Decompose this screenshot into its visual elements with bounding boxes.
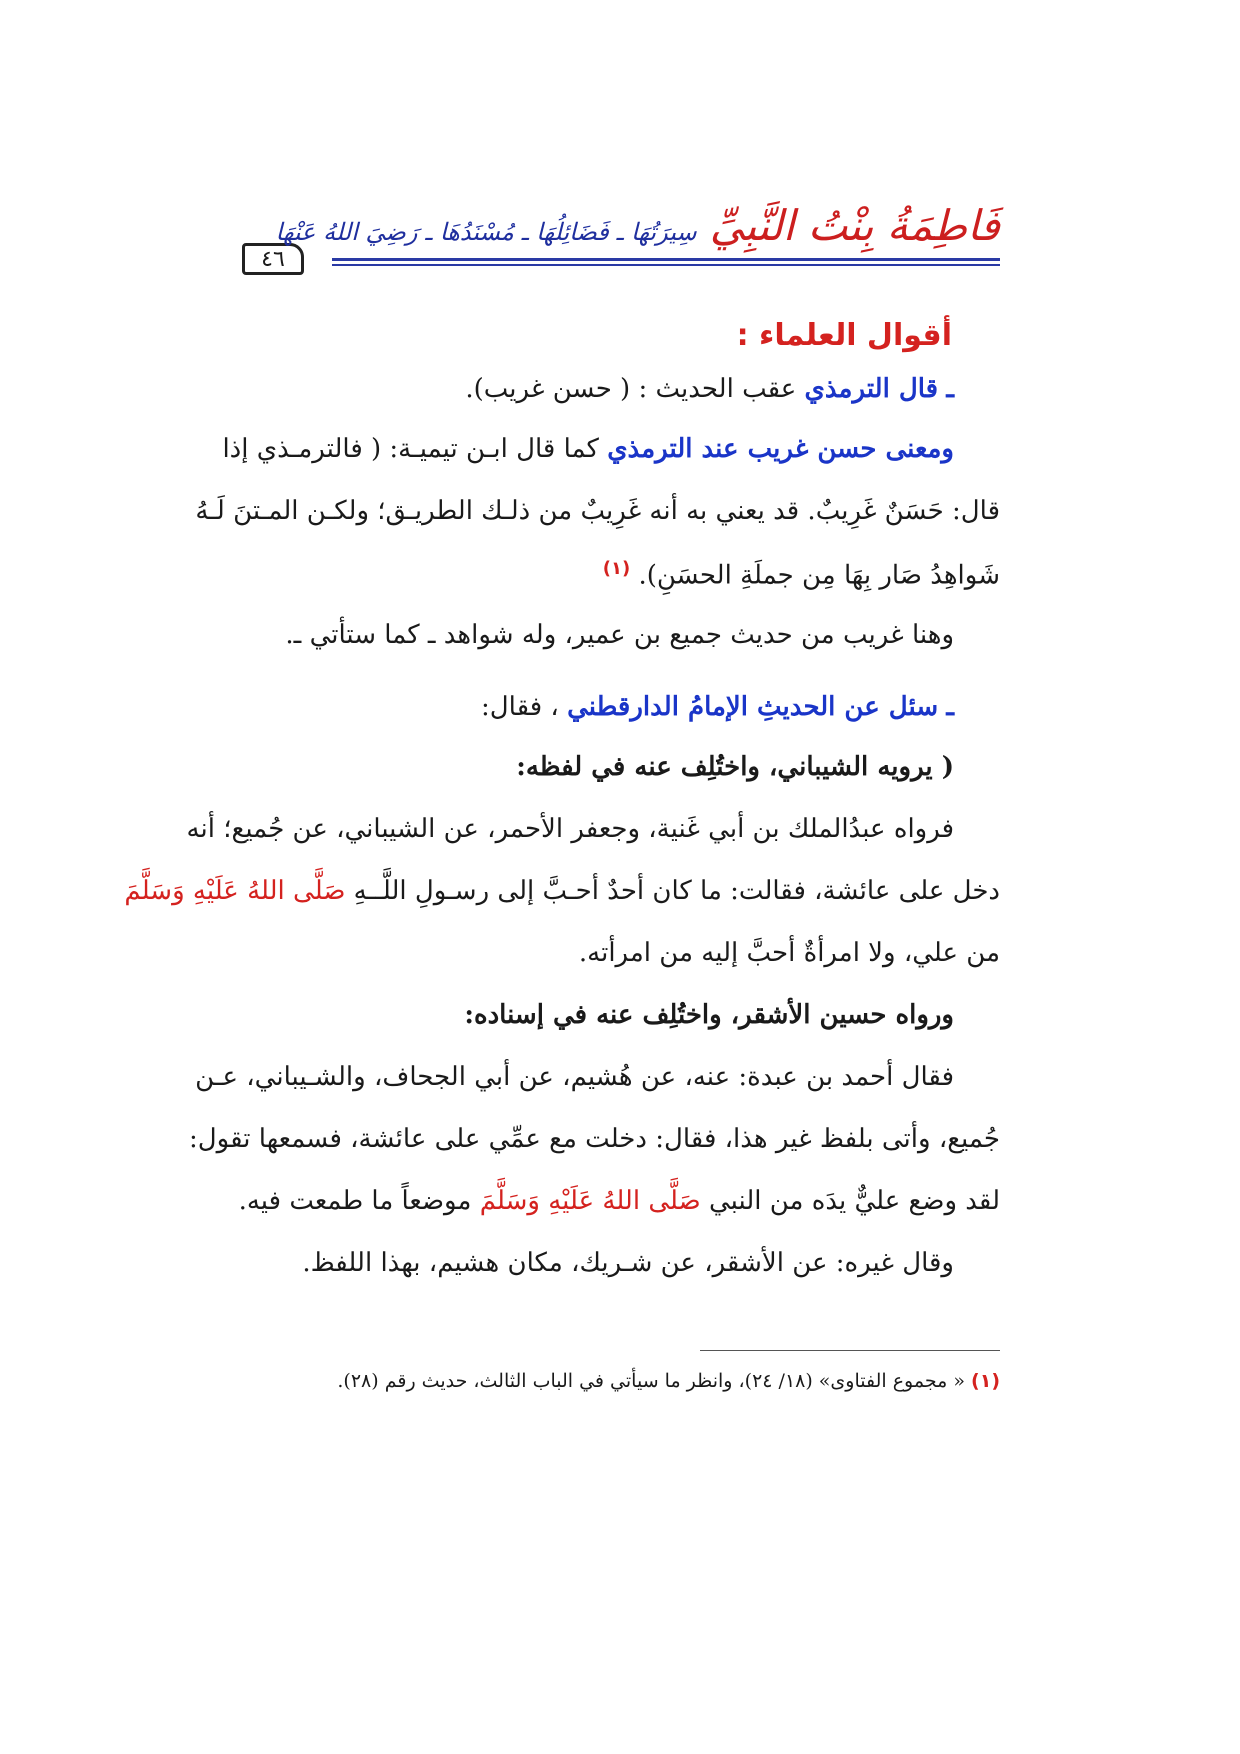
paragraph-line: ( يرويه الشيباني، واختُلِف عنه في لفظه:	[516, 752, 954, 782]
dash-marker: ـ	[946, 692, 954, 722]
salutation: صَلَّى اللهُ عَلَيْهِ وَسَلَّمَ	[479, 1186, 701, 1216]
line-text: دخل على عائشة، فقالت: ما كان أحدٌ أحـبَّ إلى رسـولِ اللَّــهِ	[353, 876, 1000, 906]
line-text: ، فقال:	[481, 692, 559, 722]
book-title-subtitle: سِيرَتُهَا ـ فَضَائِلُهَا ـ مُسْنَدُهَا ـ رَضِيَ اللهُ عَنْهَا	[275, 218, 697, 246]
paragraph-line	[124, 876, 1000, 906]
paragraph-line: وقال غيره: عن الأشقر، عن شـريك، مكان هشيم، بهذا اللفظ.	[302, 1248, 954, 1278]
book-title	[275, 196, 1000, 256]
header-rule-top	[332, 258, 1000, 261]
line-text: شَواهِدُ صَار بِهَا مِن جملَةِ الحسَنِ).	[638, 560, 1000, 591]
footnote-ref: (١)	[602, 558, 631, 579]
scholar-name: قال الترمذي	[804, 374, 939, 404]
salutation: صَلَّى اللهُ عَلَيْهِ وَسَلَّمَ	[124, 876, 346, 906]
paragraph-line: قال: حَسَنٌ غَرِيبٌ. قد يعني به أنه غَرِيبٌ من ذلـك الطريـق؛ ولكـن المـتنَ لَـهُ	[195, 496, 1000, 526]
paragraph-line	[242, 692, 1000, 722]
paragraph-line	[238, 1186, 1000, 1216]
book-title-main: فَاطِمَةُ بِنْتُ النَّبِيِّ	[709, 201, 1000, 250]
paragraph-line: وهنا غريب من حديث جميع بن عمير، وله شواهد ـ كما ستأتي ـ.	[285, 620, 954, 650]
page-number: ٤٦	[242, 243, 304, 275]
line-text: عقب الحديث : ( حسن غريب).	[465, 374, 797, 404]
paragraph-line: من علي، ولا امرأةٌ أحبَّ إليه من امرأته.	[578, 938, 1000, 968]
line-text: موضعاً ما طمعت فيه.	[238, 1186, 472, 1216]
dash-marker: ـ	[946, 374, 954, 404]
line-text: كما قال ابـن تيميـة: ( فالترمـذي إذا	[222, 434, 599, 464]
paragraph-line: ورواه حسين الأشقر، واختُلِف عنه في إسناده:	[464, 1000, 954, 1030]
paragraph-line	[222, 434, 1000, 464]
page-header	[242, 196, 1000, 278]
paragraph-line	[242, 558, 1000, 591]
header-rule-bottom	[332, 264, 1000, 266]
section-heading: أقوال العلماء :	[736, 318, 952, 353]
paragraph-line	[242, 374, 1000, 404]
footnote-text: « مجموع الفتاوى» (١٨/ ٢٤)، وانظر ما سيأتي في الباب الثالث، حديث رقم (٢٨).	[337, 1370, 965, 1392]
footnote-separator	[700, 1350, 1000, 1351]
paragraph-line: فرواه عبدُالملك بن أبي غَنية، وجعفر الأحمر، عن الشيباني، عن جُميع؛ أنه	[186, 814, 954, 844]
paragraph-line: جُميع، وأتى بلفظ غير هذا، فقال: دخلت مع عمِّي على عائشة، فسمعها تقول:	[189, 1124, 1000, 1154]
footnote	[242, 1370, 1000, 1392]
footnote-number: (١)	[971, 1370, 1000, 1392]
scholar-name: سئل عن الحديثِ الإمامُ الدارقطني	[567, 692, 939, 722]
paragraph-line: فقال أحمد بن عبدة: عنه، عن هُشيم، عن أبي الجحاف، والشـيباني، عـن	[195, 1062, 954, 1092]
line-text: لقد وضع عليٌّ يدَه من النبي	[708, 1186, 1000, 1216]
highlight-term: ومعنى حسن غريب عند الترمذي	[607, 434, 954, 464]
